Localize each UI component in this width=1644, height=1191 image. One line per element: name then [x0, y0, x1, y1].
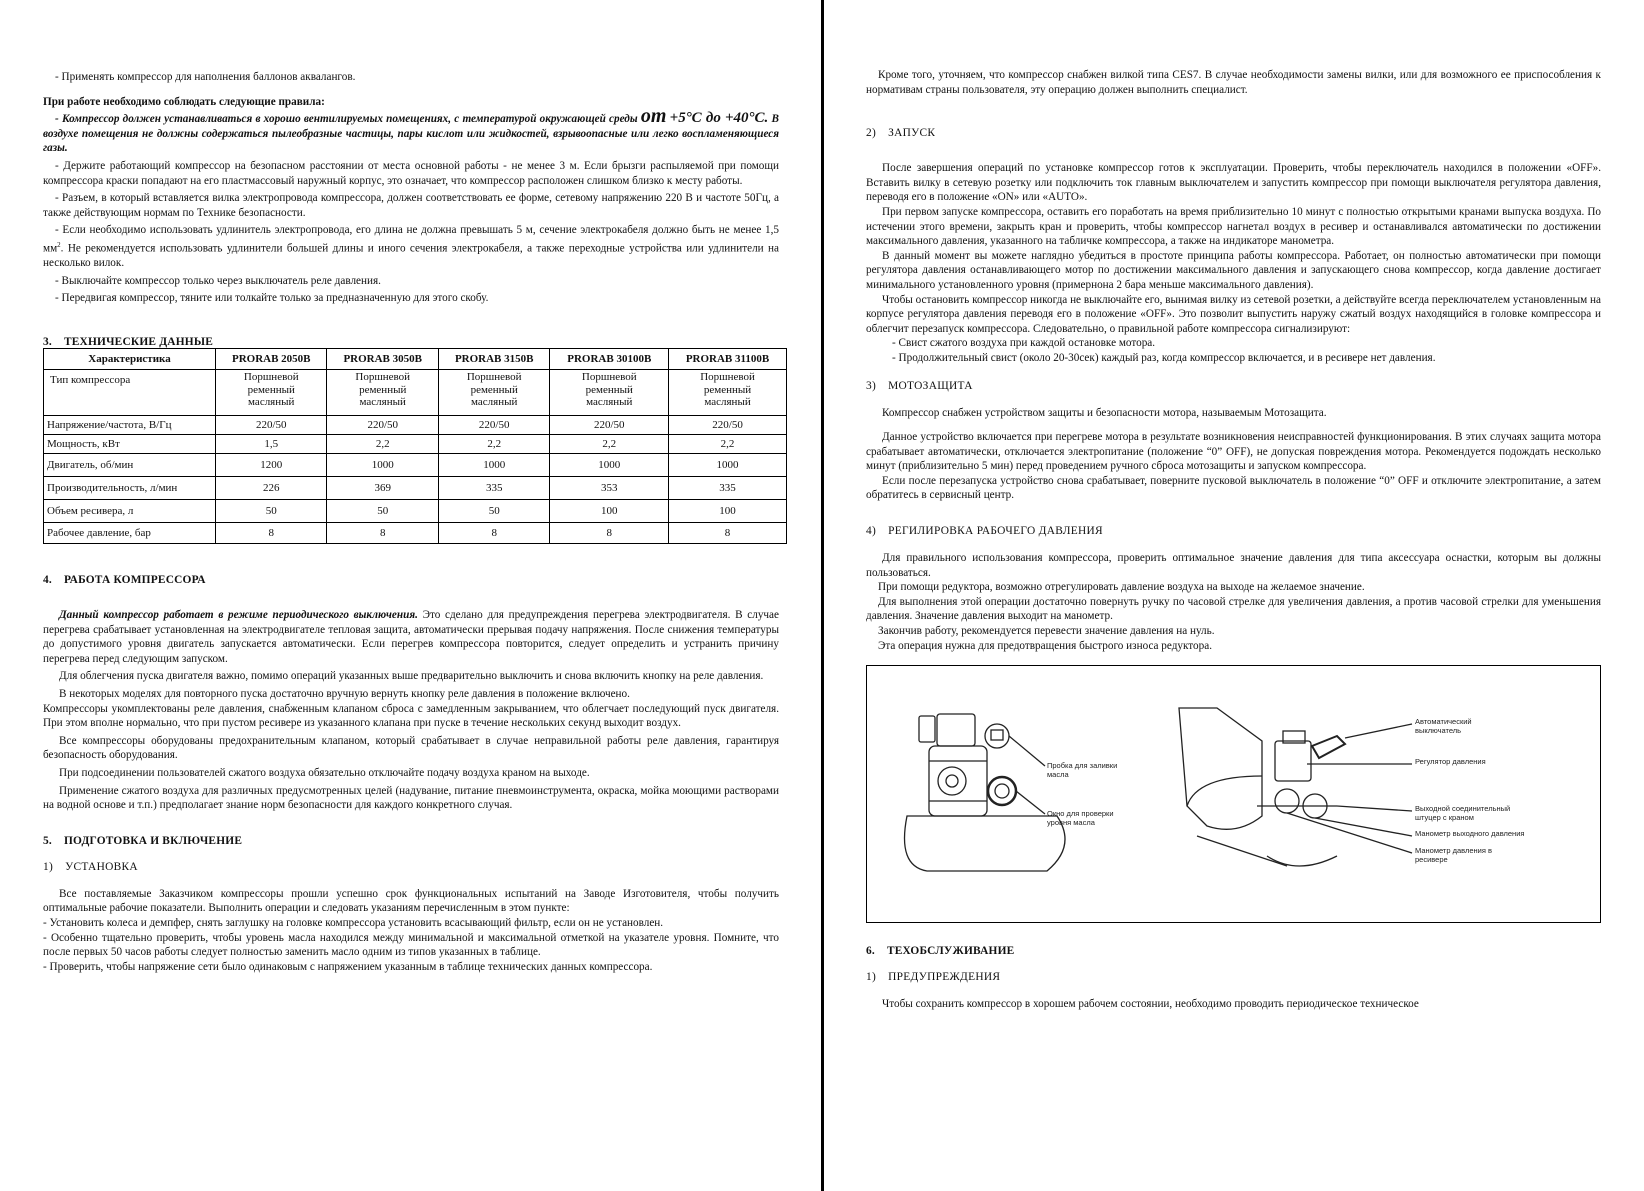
right-column	[866, 68, 1601, 1012]
intro-item: - Применять компрессор для наполнения баллонов аквалангов.	[55, 71, 356, 83]
section-6-heading: 6. ТЕХОБСЛУЖИВАНИЕ	[866, 945, 1015, 958]
start-p1: После завершения операций по установке компрессор готов к эксплуатации. Проверить, чтобы переключатель находился в положении «OFF». Вставить вилку в сетевую розетку или подключить ток главным выключателем и запустить компрессор при помощи выключателя регулятора давления, переводя его в положение «ON» или «AUTO».	[866, 162, 1601, 204]
rule-1: - Компрессор должен устанавливаться в хорошо вентилируемых помещениях, с температурой окружающей среды от +5°С до +40°С. В воздухе помещения не должны содержаться пылеобразные частицы, пары кислот или жидкостей, взрывоопасные или легко воспламеняющиеся газы.	[43, 105, 779, 155]
subsection-install-heading: 1) УСТАНОВКА	[43, 860, 138, 873]
label-regulator: Регулятор давления	[1415, 757, 1486, 767]
label-outlet: Выходной соединительный штуцер с краном	[1415, 804, 1511, 822]
start-item-1: - Свист сжатого воздуха при каждой остановке мотора.	[892, 337, 1156, 350]
rule-1-from: от	[640, 105, 667, 128]
table-row: Двигатель, об/мин 1200 1000 1000 1000 1000	[44, 454, 787, 477]
table-row: Напряжение/частота, В/Гц 220/50 220/50 220/50 220/50 220/50	[44, 416, 787, 435]
start-p2: При первом запуске компрессора, оставить его поработать на время приблизительно 10 минут с полностью открытыми кранами выпуска воздуха. По истечении этого времени, закрыть кран и проверить, чтобы компрессор нагнетал воздух в ресивер и останавливался автоматически по достижении максимального давления, указанного на табличке компрессора, а также на индикаторе манометра.	[866, 205, 1601, 248]
table-header-row: Характеристика PRORAB 2050B PRORAB 3050B PRORAB 3150B PRORAB 30100B PRORAB 31100B	[44, 349, 787, 370]
section-5-heading: 5. ПОДГОТОВКА И ВКЛЮЧЕНИЕ	[43, 834, 243, 847]
rule-1-temp: +5°С до +40°С.	[669, 110, 769, 127]
section-4-heading: 4. РАБОТА КОМПРЕССОРА	[43, 574, 206, 587]
left-column	[43, 70, 779, 974]
compressor-diagram	[866, 665, 1601, 923]
table-row-type: Тип компрессора Поршневой ременный масляный Поршневой ременный масляный Поршневой ременный масляный Поршневой ременный масляный Поршневой ременный масляный	[44, 370, 787, 416]
label-oil-window: Окно для проверки уровня масла	[1047, 809, 1114, 827]
sec4-p2: Для облегчения пуска двигателя важно, помимо операций указанных выше предварительно выключить и снова включить кнопку на реле давления.	[59, 670, 764, 683]
sec4-p6: При подсоединении пользователей сжатого воздуха обязательно отключайте подачу воздуха краном на выходе.	[59, 766, 590, 779]
label-oil-fill: Пробка для заливки масла	[1047, 761, 1118, 779]
sec5-p1: Все поставляемые Заказчиком компрессоры прошли успешно срок функциональных испытаний на Заводе Изготовителя, чтобы получить оптимальные рабочие показатели. Выполнить операции и следовать указаниям перечисленным в этом пункте:	[43, 887, 779, 915]
moto-p1: Компрессор снабжен устройством защиты и безопасности мотора, называемым Мотозащита.	[882, 406, 1327, 419]
start-item-2: - Продолжительный свист (около 20-30сек) каждый раз, когда компрессор включается, и в ресивере нет давления.	[892, 351, 1436, 364]
rule-2: - Держите работающий компрессор на безопасном расстоянии от места основной работы - не менее 3 м. Если брызги распыляемой при помощи компрессора краски попадают на его пластмассовый наружный корпус, это означает, что компрессор расположен слишком близко к месту работы.	[43, 159, 779, 187]
sec4-p1: Данный компрессор работает в режиме периодического выключения. Это сделано для предупреждения перегрева электродвигателя. В случае перегрева срабатывает установленная на электродвигателе тепловая защита, автоматически прерывая подачу напряжения. После снижения температуры до допустимого уровня двигатель запускается автоматически. Если перегрев компрессора повторится, следует определить и устранить причину перегрева перед следующим запуском.	[43, 609, 779, 665]
sec5-item-1: - Установить колеса и демпфер, снять заглушку на головке компрессора установить всасывающий фильтр, если он не установлен.	[43, 916, 664, 929]
sec5-item-3: - Проверить, чтобы напряжение сети было одинаковым с напряжением указанным в таблице технических данных компрессора.	[43, 960, 653, 973]
sec4-p4: Компрессоры укомплектованы реле давления, снабженным клапаном сброса с замедленным закрыванием, что облегчает последующий пуск двигателя. При этом вполне нормально, что при пустом ресивере из указанного клапана при пуске в течение нескольких секунд выходит воздух.	[43, 702, 779, 730]
subsection-warnings-heading: 1) ПРЕДУПРЕЖДЕНИЯ	[866, 971, 1001, 984]
sec4-p3: В некоторых моделях для повторного пуска достаточно вручную вернуть кнопку реле давления в положение включено.	[59, 688, 630, 701]
compressor-illustration	[867, 666, 1600, 922]
reg-p2: При помощи редуктора, возможно отрегулировать давление воздуха на выходе на желаемое значение.	[878, 581, 1365, 594]
subsection-pressure-heading: 4) РЕГИЛИРОВКА РАБОЧЕГО ДАВЛЕНИЯ	[866, 525, 1103, 538]
subsection-start-heading: 2) ЗАПУСК	[866, 127, 936, 140]
rule-6: - Передвигая компрессор, тяните или толкайте только за предназначенную для этого скобу.	[55, 292, 489, 305]
sec4-p7: Применение сжатого воздуха для различных предусмотренных целей (надувание, питание пневмоинструмента, окраска, мойка моющими растворами на водной основе и т.п.) предполагает знание норм безопасности для каждого конкретного случая.	[43, 784, 779, 812]
start-p3: В данный момент вы можете наглядно убедиться в простоте принципа работы компрессора. Работает, он полностью автоматически при помощи регулятора давления останавливающего мотор по достижении максимального давления и запускающего снова компрессор, когда давление достигает минимального установленного уровня (примернона 2 бара меньше максимального давления).	[866, 249, 1601, 291]
moto-p2: Данное устройство включается при перегреве мотора в результате возникновения неисправностей функционирования. В этих случаях защита мотора срабатывает автоматически, отключается электропитание (положение “0” OFF), не допуская повреждения мотора. Рекомендуется подождать несколько минут (приблизительно 5 мин) перед проведением ручного сброса мотозащиты и запуском компрессора.	[866, 431, 1601, 473]
warnings-p1: Чтобы сохранить компрессор в хорошем рабочем состоянии, необходимо проводить периодическое техническое	[882, 998, 1419, 1011]
table-row: Объем ресивера, л 50 50 50 100 100	[44, 500, 787, 523]
sec5-item-2: - Особенно тщательно проверить, чтобы уровень масла находился между минимальной и максимальной отметкой на указателе уровня. Помните, что после первых 50 часов работы следует полностью заменить масло одним из типов указанных в таблице.	[43, 931, 779, 959]
rules-heading: При работе необходимо соблюдать следующие правила:	[43, 95, 325, 108]
label-auto-switch: Автоматический выключатель	[1415, 717, 1472, 735]
reg-p4: Закончив работу, рекомендуется перевести значение давления на нуль.	[878, 625, 1215, 638]
table-row: Рабочее давление, бар 8 8 8 8 8	[44, 523, 787, 544]
rule-3: - Разъем, в который вставляется вилка электропровода компрессора, должен соответствовать ее форме, сетевому напряжению 220 В и частоте 50Гц, а также действующим нормам по Технике безопасности.	[43, 192, 779, 219]
moto-p3: Если после перезапуска устройство снова срабатывает, поверните пусковой выключатель в положение “0” OFF и отключите электропитание, а затем обратитесь в сервисный центр.	[866, 474, 1601, 502]
start-p4: Чтобы остановить компрессор никогда не выключайте его, вынимая вилку из сетевой розетки, а действуйте всегда переключателем установленным на корпусе регулятора давления переводя его в положение «OFF». Это позволит выпустить наружу сжатый воздух находящийся в головке компрессора и облегчит перезапуск компрессора. Следовательно, о правильной работе компрессора сигнализируют:	[866, 293, 1601, 335]
reg-p3: Для выполнения этой операции достаточно повернуть ручку по часовой стрелке для увеличения давления, а против часовой стрелки для уменьшения давления. Значение давления выходит на манометр.	[866, 595, 1601, 623]
reg-p1: Для правильного использования компрессора, проверить оптимальное значение давления для типа аксессуара оснастки, которым вы должны пользоваться.	[866, 552, 1601, 579]
rule-5: - Выключайте компрессор только через выключатель реле давления.	[55, 274, 381, 287]
label-outlet-gauge: Манометр выходного давления	[1415, 829, 1525, 839]
sec4-p5: Все компрессоры оборудованы предохранительным клапаном, который срабатывает в случае неправильной работы реле давления, гарантируя безопасность оборудования.	[43, 734, 779, 762]
rule-4: - Если необходимо использовать удлинитель электропровода, его длина не должна превышать 5 м, сечение электрокабеля должно быть не менее 1,5 $мм^2$. Не рекомендуется использовать удлинители большей длины и иного сечения электрокабеля, а также переходные устройства или удлинители на несколько вилок.	[43, 224, 779, 270]
plug-paragraph: Кроме того, уточняем, что компрессор снабжен вилкой типа CES7. В случае необходимости замены вилки, или для возможного ее приспособления к нормативам страны пользователя, эту операцию должен выполнить специалист.	[866, 69, 1601, 96]
reg-p5: Эта операция нужна для предотвращения быстрого износа редуктора.	[878, 639, 1212, 652]
label-tank-gauge: Манометр давления в ресивере	[1415, 846, 1492, 864]
subsection-moto-heading: 3) МОТОЗАЩИТА	[866, 379, 973, 392]
right-page	[824, 0, 1644, 1191]
table-row: Производительность, л/мин 226 369 335 353 335	[44, 477, 787, 500]
section-3-heading: 3. ТЕХНИЧЕСКИЕ ДАННЫЕ	[43, 336, 214, 349]
table-row: Мощность, кВт 1,5 2,2 2,2 2,2 2,2	[44, 435, 787, 454]
tech-data-table	[43, 348, 787, 544]
